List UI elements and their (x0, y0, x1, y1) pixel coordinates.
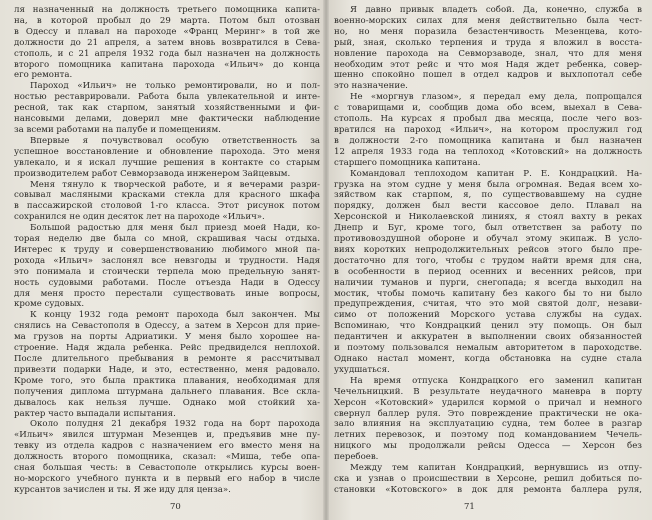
text-line: достаточно для того, чтобы с трудом найти время для сна, (334, 255, 642, 266)
text-line: на, в которой пробыл до 29 марта. Потом был отозван (14, 15, 320, 26)
text-line: должность второго помощника, сказал: «Миша, тебе опа- (14, 452, 320, 463)
text-line: Большой радостью для меня был приезд моей Нади, ко- (30, 223, 320, 234)
text-line: снялись на Севастополя в Одессу, а затем в Херсон для прие- (14, 321, 320, 332)
text-line: стополь. На курсах я пробыл два месяца, после чего воз- (334, 114, 642, 125)
text-line: рактер часто выпадали испытания. (14, 408, 176, 419)
text-line: Командовал теплоходом капитан Р. Е. Кондрацкий. На- (350, 168, 642, 179)
text-line: перебоев. (334, 452, 379, 463)
text-line: за всеми работами на палубе и помещениям. (14, 124, 221, 135)
text-line: это понимала и стоически терпела мою предельную занят- (14, 266, 320, 277)
text-line: курсантов зачислен и ты. Я же иду для ценза». (14, 484, 231, 495)
text-line: в особенности в период осенних и весенних рейсов, при (334, 266, 642, 277)
text-line: Между тем капитан Кондрацкий, вернувшись из отпу- (350, 463, 642, 474)
text-line: «Ильич» явился штурман Мезенцев и, предъявив мне пу- (14, 430, 320, 441)
left-page-number: 70 (170, 502, 181, 512)
text-line: Днепр и Буг, кроме того, был ответствен за работу по (334, 223, 642, 234)
text-line: ска и узнав о происшествии в Херсоне, решил добиться по- (334, 473, 642, 484)
text-line: в Одессу и плавал на пароходе «Франц Меринг» в той же (14, 26, 320, 37)
text-line: с товарищами и, сообщив дома обо всем, выехал в Сева- (334, 103, 642, 114)
left-page-text (14, 5, 320, 496)
text-line: военно-морских силах для меня действительно была чест- (334, 15, 642, 26)
text-line: ность судовыми работами. После отъезда Нади в Одессу (14, 277, 320, 288)
text-line: второго помощника капитана парохода «Ильич» до конца (14, 59, 320, 70)
text-line: Пароход «Ильич» не только ремонтировали, но и пол- (30, 81, 320, 92)
text-line: в должности 2-го помощника капитана и был назначен (334, 135, 642, 146)
text-line: Интерес к труду и совершенствованию любимого мной па- (14, 244, 320, 255)
text-line: кроме судовых. (14, 299, 85, 310)
text-line: 12 апреля 1933 года на теплоход «Котовский» на должность (334, 146, 642, 157)
text-line: виях коротких непродолжительных рейсов этого было пре- (334, 244, 642, 255)
text-line: рохода «Ильич» заслонял все невзгоды и трудности. Надя (14, 255, 320, 266)
text-line: рый, зная, сколько терпения и труда я вложил в восста- (334, 37, 642, 48)
text-line: наличии туманов и пурги, снегопада; я всегда выходил на (334, 277, 642, 288)
text-line: Чечельницкий. В результате неудачного маневра в порту (334, 386, 642, 397)
text-line: зало влияния на эксплуатацию судна, тем более в разгар (334, 419, 642, 430)
text-line: грузка на этом судне у меня была огромная. Ведая всем хо- (334, 179, 642, 190)
text-line: тевку из отдела кадров с назначением его вместо меня на (14, 441, 320, 452)
text-line: летних перевозок, и поэтому под командованием Чечель- (334, 430, 642, 441)
text-line: Однако настал момент, когда обстановка на судне стала (334, 354, 642, 364)
text-line: Кроме того, это была практика плавания, необходимая для (14, 375, 320, 386)
text-line: ресной, так как старпом, занятый хозяйственными и фи- (14, 103, 320, 114)
text-line: но-морского учебного пункта и в первый его набор в числе (14, 473, 320, 484)
text-line: и поэтому пользовался немалым авторитетом в пароходстве. (334, 343, 642, 354)
text-line: Вспоминаю, что Кондрацкий ценил эту помощь. Он был (334, 321, 642, 332)
text-line: симо от положений Морского устава службы на судах. (334, 310, 642, 321)
text-line: зяйством как старпом, я, по существовавшему на судне (334, 190, 642, 201)
text-line: привезти подарки Наде, и это, естественно, меня радовало. (14, 364, 320, 375)
text-line: предупреждения, считая, что это мой святой долг, незави- (334, 299, 642, 310)
right-page (326, 0, 652, 520)
text-line: должности до 21 апреля, а затем вновь возвратился в Сева- (14, 37, 320, 48)
text-line: Я давно привык владеть собой. Да, конечно, служба в (350, 5, 642, 15)
text-line: Херсон «Котовский» ударился кормой о причал и немного (334, 397, 642, 408)
text-line: Меня тянуло к творческой работе, и я вечерами разри- (30, 179, 320, 190)
right-page-text (334, 5, 642, 496)
text-line: свернул баллер руля. Это повреждение практически не ока- (334, 408, 642, 419)
text-line: Не «моргнув глазом», я передал ему дела, попрощался (350, 92, 642, 103)
text-line: для меня просто перестали существовать иные вопросы, (14, 288, 320, 299)
text-line: старшего помощника капитана. (334, 157, 481, 168)
text-line: но, но меня поразила безастенчивость Мезенцева, кото- (334, 26, 642, 37)
text-line: Около полудня 21 декабря 1932 года на борт парохода (30, 419, 320, 430)
text-line: ностью реставрировали. Работа была увлекательной и инте- (14, 92, 320, 103)
text-line: вратился на пароход «Ильич», на котором прослужил год (334, 124, 642, 135)
text-line: ухудшаться. (334, 364, 390, 375)
book-gutter (323, 0, 329, 520)
text-line: новление парохода на Севморзаводе, знал, что для меня (334, 48, 642, 59)
text-line: ма грузов на порты Адриатики. У меня было хорошее на- (14, 332, 320, 343)
text-line: его ремонта. (14, 70, 73, 81)
text-line: совывал масляными красками стекла для красного шкафа (14, 190, 320, 201)
text-line: сная большая честь: в Севастополе открылись курсы воен- (14, 463, 320, 474)
text-line: увлекало, и я искал лучшие решения в контакте со старым (14, 157, 320, 168)
text-line: производителем работ Севморзавода инженером Зайцевым. (14, 168, 291, 179)
text-line: порядку, должен был вести кассовое дело. Плавал на (334, 201, 642, 212)
text-line: успешное восстановление и обновление парохода. Это меня (14, 146, 320, 157)
text-line: Впервые я почувствовал особую ответственность за (30, 135, 320, 146)
text-line: ницкого мы продолжали рейсы Одесса — Херсон без (334, 441, 642, 452)
text-line: нансовыми делами, доверил мне фактически наблюдение (14, 114, 320, 125)
text-line: После длительного пребывания в ремонте я рассчитывал (14, 354, 320, 364)
text-line: стополь, и с 21 апреля 1932 года был назначен на должность (14, 48, 320, 59)
text-line: К концу 1932 года ремонт парохода был закончен. Мы (30, 310, 320, 321)
text-line: становки «Котовского» в док для ремонта баллера руля, (334, 484, 642, 495)
text-line: противовоздушной обороне и обучал этому экипаж. В усло- (334, 234, 642, 245)
right-page-number: 71 (464, 502, 475, 512)
text-line: получения диплома штурмана дальнего плавания. Все скла- (14, 386, 320, 397)
text-line: строение. Надя ждала ребенка. Рейс предвиделся неплохой. (14, 343, 320, 354)
text-line: педантичен и аккуратен в выполнении своих обязанностей (334, 332, 642, 343)
text-line: сохранился не один десяток лет на пароходе «Ильич». (14, 212, 265, 223)
text-line: необходим этот рейс и что моя Надя ждет ребенка, совер- (334, 59, 642, 70)
text-line: мостик, чтобы помочь капитану без какого бы то ни было (334, 288, 642, 299)
text-line: в пассажирской столовой 1-го класса. Этот рисунок потом (14, 201, 320, 212)
text-line: это назначение. (334, 81, 408, 92)
text-line: шенно спокойно пошел в отдел кадров и выхлопотал себе (334, 70, 642, 81)
text-line: торая неделю две была со мной, скрашивая часы отдыха. (14, 234, 320, 245)
text-line: Херсонской и Николаевской линиях, я стоял вахту в реках (334, 212, 642, 223)
text-line: На время отпуска Кондрацкого его заменил капитан (350, 375, 642, 386)
text-line: ля назначенный на должность третьего помощника капита- (14, 5, 320, 15)
text-line: дывалось как нельзя лучше. Однако мой стойкий ха- (14, 397, 320, 408)
